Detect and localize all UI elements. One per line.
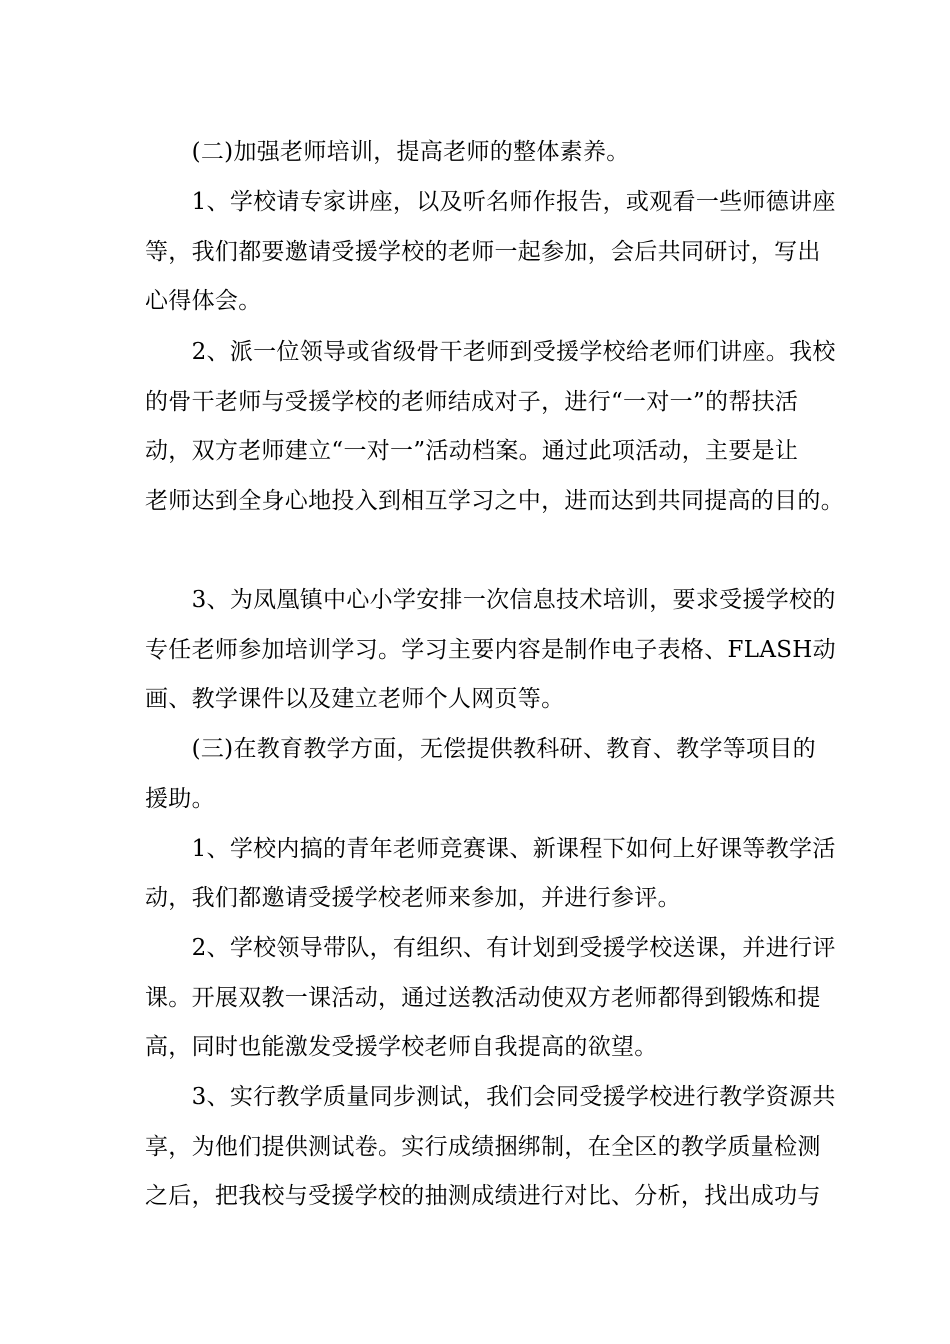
paragraph-2-2-line-3: 动，双方老师建立“一对一”活动档案。通过此项活动，主要是让: [145, 438, 799, 464]
paragraph-3-3-line-2: 享，为他们提供测试卷。实行成绩捆绑制，在全区的教学质量检测: [145, 1134, 821, 1160]
paragraph-2-3-line-3: 画、教学课件以及建立老师个人网页等。: [145, 686, 565, 712]
paragraph-3-3-line-1: 3、实行教学质量同步测试，我们会同受援学校进行教学资源共: [145, 1084, 836, 1110]
paragraph-3-2-line-3: 高，同时也能激发受援学校老师自我提高的欲望。: [145, 1034, 658, 1060]
paragraph-3-3-line-3: 之后，把我校与受援学校的抽测成绩进行对比、分析，找出成功与: [145, 1183, 821, 1209]
paragraph-2-1-line-3: 心得体会。: [145, 288, 262, 314]
heading-section-2: (二)加强老师培训，提高老师的整体素养。: [145, 139, 630, 165]
heading-section-3-line-1: (三)在教育教学方面，无偿提供教科研、教育、教学等项目的: [145, 736, 816, 762]
paragraph-2-3-line-1: 3、为凤凰镇中心小学安排一次信息技术培训，要求受援学校的: [145, 587, 836, 613]
paragraph-2-2-line-1: 2、派一位领导或省级骨干老师到受援学校给老师们讲座。我校: [145, 339, 836, 365]
paragraph-2-2-line-4: 老师达到全身心地投入到相互学习之中，进而达到共同提高的目的。: [145, 488, 844, 514]
paragraph-2-3-line-2: 专任老师参加培训学习。学习主要内容是制作电子表格、FLASH动: [145, 637, 836, 663]
paragraph-2-1-line-1: 1、学校请专家讲座，以及听名师作报告，或观看一些师德讲座: [145, 189, 836, 215]
paragraph-3-1-line-1: 1、学校内搞的青年老师竞赛课、新课程下如何上好课等教学活: [145, 836, 836, 862]
paragraph-2-1-line-2: 等，我们都要邀请受援学校的老师一起参加，会后共同研讨，写出: [145, 239, 821, 265]
heading-section-3-line-2: 援助。: [145, 786, 215, 812]
paragraph-3-2-line-2: 课。开展双教一课活动，通过送教活动使双方老师都得到锻炼和提: [145, 985, 821, 1011]
paragraph-3-1-line-2: 动，我们都邀请受援学校老师来参加，并进行参评。: [145, 885, 681, 911]
paragraph-2-2-line-2: 的骨干老师与受援学校的老师结成对子，进行“一对一”的帮扶活: [145, 389, 799, 415]
paragraph-3-2-line-1: 2、学校领导带队，有组织、有计划到受援学校送课，并进行评: [145, 935, 836, 961]
